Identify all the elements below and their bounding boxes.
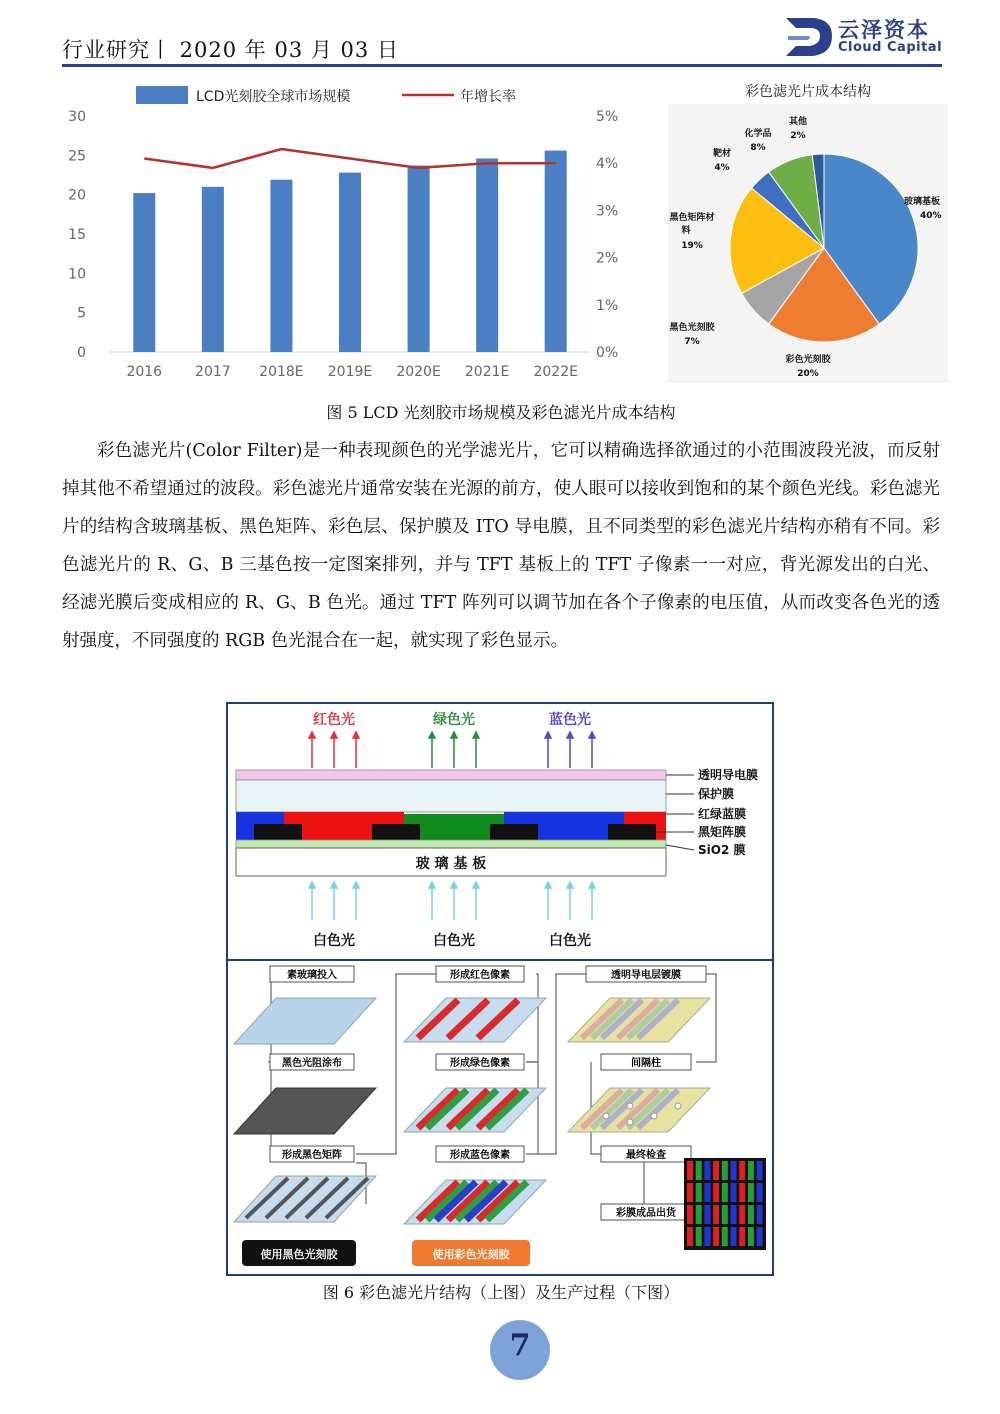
finished-color-filter-grid: [684, 1158, 766, 1250]
process-step-raw-glass: 素玻璃投入: [287, 970, 337, 981]
pie-label-name: 黑色光刻胶: [669, 323, 715, 333]
pie-label-pct: 8%: [750, 143, 766, 153]
cf-subpixel: [731, 1161, 737, 1180]
y2-tick-label: 4%: [596, 156, 619, 173]
logo-text-en: Cloud Capital: [838, 40, 943, 55]
pie-label-name: 其他: [788, 117, 808, 127]
pie-title: 彩色滤光片成本结构: [745, 84, 871, 100]
figure5-caption: 图 5 LCD 光刻胶市场规模及彩色滤光片成本结构: [326, 403, 676, 422]
pie-label-pct: 20%: [797, 369, 819, 379]
y2-tick-label: 5%: [596, 109, 619, 125]
y-tick-label: 10: [68, 266, 86, 283]
company-logo-icon: [784, 14, 834, 58]
bar: [408, 166, 430, 352]
figure6-caption: 图 6 彩色滤光片结构（上图）及生产过程（下图）: [322, 1283, 680, 1302]
bar: [339, 173, 361, 352]
cf-subpixel: [757, 1205, 763, 1224]
legend-swatch-bar: [136, 86, 188, 104]
process-step-green-pixel: 形成绿色像素: [450, 1058, 510, 1069]
cf-subpixel: [722, 1227, 728, 1246]
cf-subpixel: [704, 1161, 710, 1180]
layer-label-sio2: SiO2 膜: [698, 843, 746, 857]
black-photoresist-tag-label: 使用黑色光刻胶: [260, 1248, 338, 1261]
paragraph-text: 彩色滤光片(Color Filter)是一种表现颜色的光学滤光片，它可以精确选择欲通过的小范围波段光波，而反射掉其他不希望通过的波段。彩色滤光片通常安装在光源的前方，使人眼可以接收到饱和的某个颜色光线。彩色滤光片的结构含玻璃基板、黑色矩阵、彩色层、保护膜及 ITO 导电膜，且不同类型的彩色滤光片结构亦稍有不同。彩色滤光片的 R、G、B 三基色按一定图案排列，并与 TFT 基板上的 TFT 子像素一一对应，背光源发出的白光、经滤光膜后变成相应的 R、G、B 色光。通过 TFT 阵列可以调节加在各个子像素的电压值，从而改变各色光的透射强度，不同强度的 RGB 色光混合在一起，就实现了彩色显示。: [62, 441, 940, 651]
y2-tick-label: 1%: [596, 297, 619, 314]
red-light-label: 红色光: [313, 712, 355, 728]
cf-subpixel: [748, 1161, 754, 1180]
cf-subpixel: [687, 1227, 693, 1246]
cf-subpixel: [731, 1205, 737, 1224]
cf-subpixel: [739, 1161, 745, 1180]
layer-label-ito: 透明导电膜: [698, 768, 759, 782]
legend-label-line: 年增长率: [460, 89, 516, 105]
x-tick-label: 2016: [126, 364, 163, 380]
cf-subpixel: [696, 1183, 702, 1202]
y-tick-label: 15: [68, 227, 86, 243]
pie-label-name: 彩色光刻胶: [785, 355, 831, 365]
market-size-chart: [62, 78, 632, 388]
pie-label-pct: 2%: [790, 131, 806, 141]
cf-subpixel: [713, 1161, 719, 1180]
cf-subpixel: [704, 1183, 710, 1202]
cf-subpixel: [739, 1205, 745, 1224]
body-paragraph: [62, 432, 940, 660]
cf-subpixel: [748, 1227, 754, 1246]
cf-subpixel: [739, 1183, 745, 1202]
legend-label-bar: LCD光刻胶全球市场规模: [196, 89, 351, 105]
cf-subpixel: [687, 1205, 693, 1224]
bar: [476, 158, 498, 352]
y-tick-label: 25: [68, 148, 86, 165]
cf-subpixel: [757, 1227, 763, 1246]
bar: [202, 187, 224, 352]
pie-label-pct: 7%: [684, 337, 700, 347]
process-step-final-inspection: 最终检查: [626, 1150, 666, 1161]
y-tick-label: 5: [77, 305, 86, 322]
cf-subpixel: [722, 1205, 728, 1224]
cf-subpixel: [748, 1183, 754, 1202]
cf-subpixel: [687, 1183, 693, 1202]
layer-label-rgb: 红绿蓝膜: [698, 807, 747, 821]
cf-subpixel: [704, 1205, 710, 1224]
cf-subpixel: [731, 1227, 737, 1246]
layer-label-overcoat: 保护膜: [698, 787, 735, 801]
bar: [545, 151, 567, 352]
y2-tick-label: 0%: [596, 345, 619, 361]
logo-text-cn: 云泽资本: [838, 18, 930, 42]
cf-subpixel: [722, 1161, 728, 1180]
cf-subpixel: [731, 1183, 737, 1202]
x-tick-label: 2019E: [327, 364, 373, 380]
process-step-blue-pixel: 形成蓝色像素: [450, 1150, 510, 1161]
y2-tick-label: 3%: [596, 203, 619, 220]
pie-label-name: 靶材: [712, 149, 732, 159]
y-tick-label: 30: [68, 109, 86, 125]
process-step-shipping: 彩膜成品出货: [616, 1208, 676, 1219]
pie-label-pct: 4%: [714, 163, 730, 173]
cf-subpixel: [696, 1161, 702, 1180]
pie-label-name-cont: 料: [681, 226, 691, 236]
x-tick-label: 2021E: [464, 364, 510, 380]
report-header-title: 行业研究丨 2020 年 03 月 03 日: [62, 38, 399, 62]
process-step-black-matrix: 形成黑色矩阵: [282, 1150, 342, 1161]
header-divider: [62, 64, 942, 67]
process-step-red-pixel: 形成红色像素: [450, 970, 510, 981]
page-number-badge: [490, 1320, 550, 1380]
cf-subpixel: [713, 1183, 719, 1202]
pie-label-pct: 40%: [920, 211, 942, 221]
cf-subpixel: [739, 1227, 745, 1246]
color-photoresist-tag-label: 使用彩色光刻胶: [432, 1248, 510, 1261]
white-light-label-2: 白色光: [433, 933, 475, 949]
y-tick-label: 20: [68, 187, 86, 204]
layer-label-bm: 黑矩阵膜: [698, 825, 747, 839]
bar: [270, 180, 292, 352]
pie-label-name: 化学品: [744, 129, 772, 139]
pie-label-name: 黑色矩阵材: [669, 213, 715, 223]
cf-subpixel: [713, 1227, 719, 1246]
cf-subpixel: [748, 1205, 754, 1224]
process-step-ito-coating: 透明导电层镀膜: [611, 970, 681, 981]
cf-subpixel: [687, 1161, 693, 1180]
bar: [133, 193, 155, 352]
page-number: 7: [509, 1328, 531, 1363]
x-tick-label: 2022E: [533, 364, 578, 380]
process-step-spacer: 间隔柱: [631, 1058, 661, 1069]
cf-subpixel: [713, 1205, 719, 1224]
cf-subpixel: [696, 1227, 702, 1246]
blue-light-label: 蓝色光: [549, 712, 591, 728]
cf-subpixel: [696, 1205, 702, 1224]
color-filter-figure: [226, 702, 774, 1276]
y2-tick-label: 2%: [596, 250, 619, 267]
pie-label-pct: 19%: [681, 241, 703, 251]
x-tick-label: 2018E: [259, 364, 304, 380]
white-light-label-3: 白色光: [549, 933, 591, 949]
x-tick-label: 2020E: [396, 364, 441, 380]
white-light-label-1: 白色光: [313, 933, 355, 949]
cf-subpixel: [757, 1183, 763, 1202]
cf-subpixel: [757, 1161, 763, 1180]
process-step-black-resist: 黑色光阻涂布: [282, 1058, 342, 1069]
cf-subpixel: [722, 1183, 728, 1202]
x-tick-label: 2017: [195, 364, 231, 380]
glass-substrate-label: 玻 璃 基 板: [415, 856, 487, 872]
cost-structure-pie-chart: [668, 78, 948, 383]
cf-subpixel: [704, 1227, 710, 1246]
y-tick-label: 0: [77, 345, 86, 361]
green-light-label: 绿色光: [433, 712, 475, 728]
pie-label-name: 玻璃基板: [904, 197, 941, 207]
